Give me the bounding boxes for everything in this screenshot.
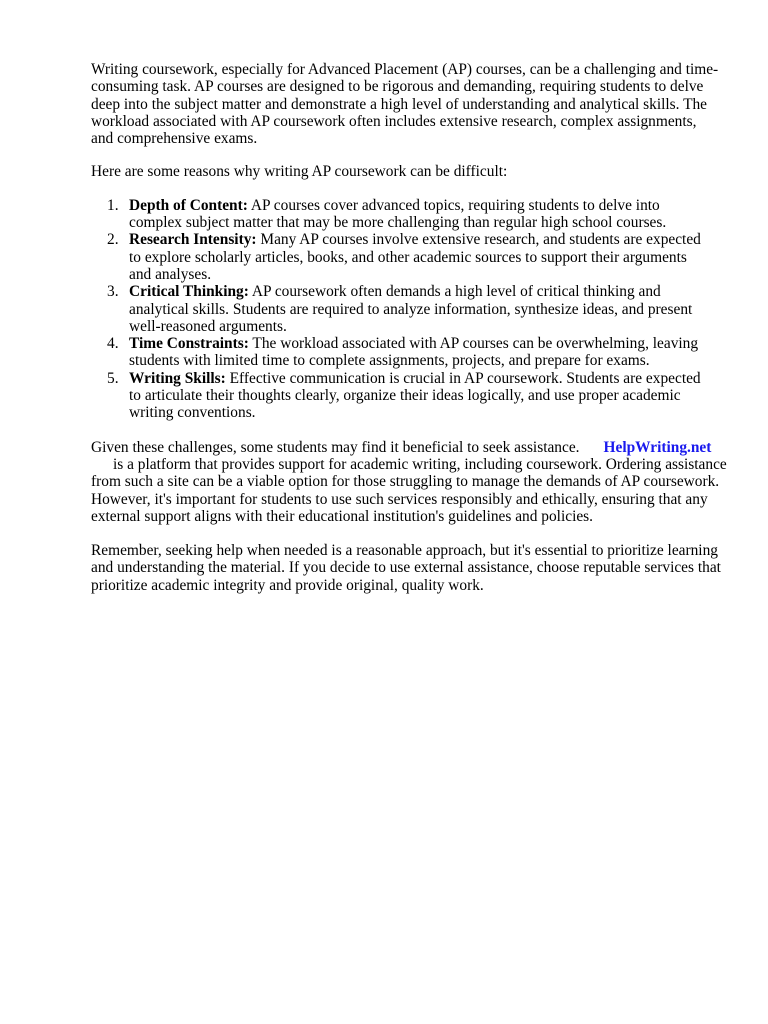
list-item [107,231,707,283]
list-item-term: Writing Skills: [129,369,226,387]
list-item-number: 3. [107,283,119,301]
list-item [107,370,707,422]
list-item-term: Research Intensity: [129,231,257,249]
list-item-number: 4. [107,335,119,353]
list-item-number: 5. [107,369,119,387]
helpwriting-link[interactable]: HelpWriting.net [603,438,712,456]
list-item-term: Time Constraints: [129,335,249,353]
list-item-number: 1. [107,196,119,214]
list-item-text: The workload associated with AP courses can be overwhelming, leaving students with limited time to complete assignments, projects, and prepare for exams. [129,335,699,370]
list-item-term: Depth of Content: [129,196,248,214]
intro-paragraph: Writing coursework, especially for Advanced Placement (AP) courses, can be a challenging and time-consuming task. AP courses are designed to be rigorous and demanding, requiring students to delve deep into the subject matter and demonstrate a high level of understanding and analytical skills. The workload associated with AP coursework often includes extensive research, complex assignments, and comprehensive exams. [91,61,719,148]
list-item-text: Many AP courses involve extensive research, and students are expected to explore scholarly articles, books, and other academic sources to support their arguments and analyses. [129,231,701,283]
list-item-term: Critical Thinking: [129,283,249,301]
list-item-number: 2. [107,231,119,249]
reasons-list [107,197,707,422]
list-item [107,283,707,335]
reasons-lead-paragraph: Here are some reasons why writing AP coursework can be difficult: [91,163,508,181]
assistance-text-before: Given these challenges, some students may find it beneficial to seek assistance. [91,438,580,456]
list-item-text: Effective communication is crucial in AP coursework. Students are expected to articulate their thoughts clearly, organize their ideas logically, and use proper academic writing conventions. [129,369,701,422]
remember-paragraph: Remember, seeking help when needed is a reasonable approach, but it's essential to prioritize learning and understanding the material. If you decide to use external assistance, choose reputable services that prioritize academic integrity and provide original, quality work. [91,542,721,594]
assistance-text-after: is a platform that provides support for academic writing, including coursework. Ordering assistance from such a site can be a viable option for those struggling to manage the demands of AP coursework. However, it's important for students to use such services responsibly and ethically, ensuring that any external support aligns with their educational institution's guidelines and policies. [91,455,727,525]
list-item-text: AP courses cover advanced topics, requiring students to delve into complex subject matter that may be more challenging than regular high school courses. [129,196,667,232]
assistance-paragraph [91,439,731,525]
list-item-text: AP coursework often demands a high level of critical thinking and analytical skills. Students are required to analyze information, synthesize ideas, and present well-reasoned arguments. [129,283,693,335]
list-item [107,197,707,232]
list-item [107,335,707,370]
